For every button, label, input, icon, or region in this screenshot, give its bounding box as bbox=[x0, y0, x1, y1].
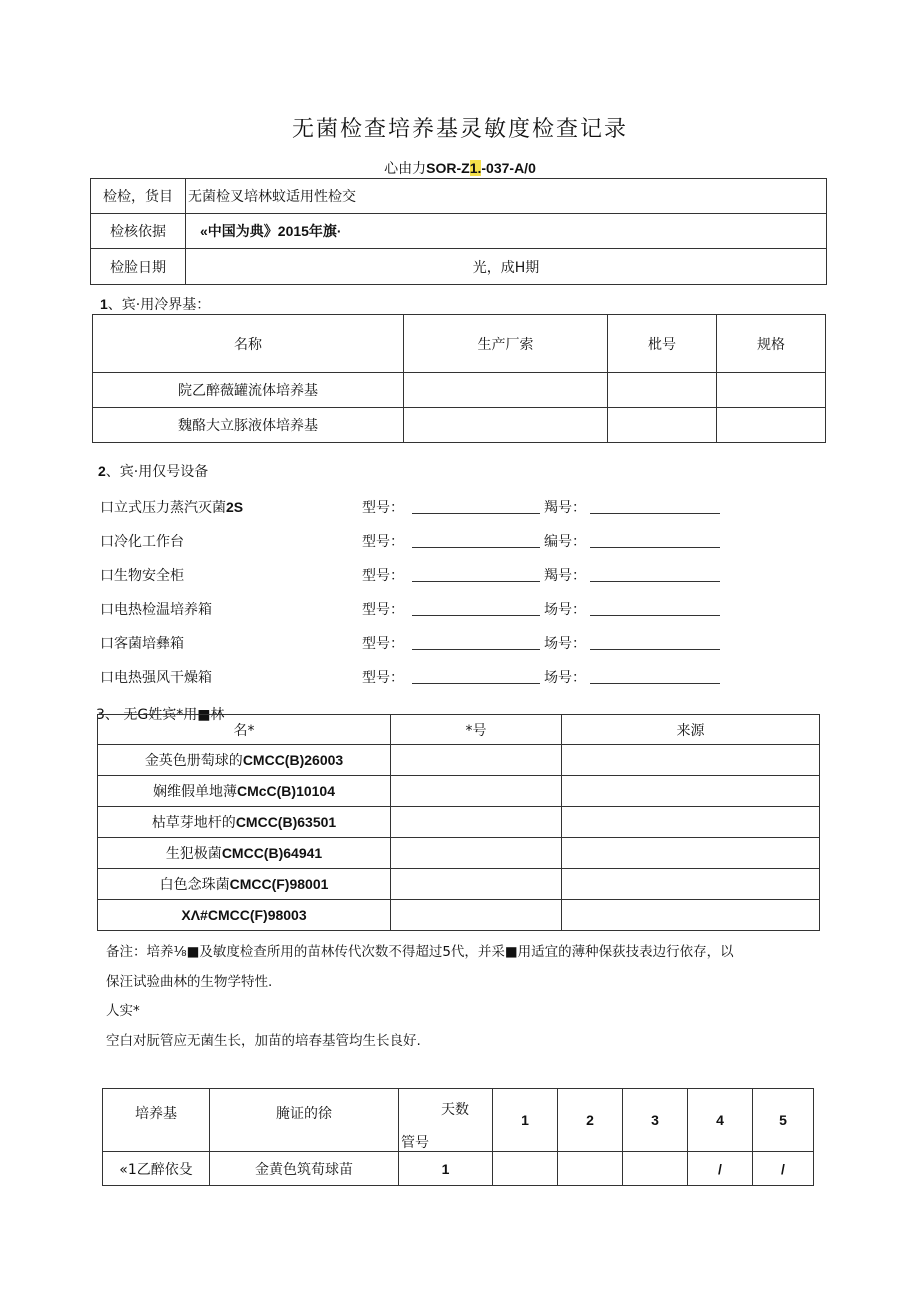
model-field[interactable] bbox=[412, 565, 540, 582]
day-col-1: 1 bbox=[493, 1089, 558, 1152]
strain-source bbox=[562, 745, 820, 776]
row-day-2 bbox=[558, 1152, 623, 1186]
medium-maker bbox=[404, 373, 608, 408]
model-label: 型号： bbox=[362, 568, 404, 584]
model-label: 型号： bbox=[362, 670, 404, 686]
day-col-3: 3 bbox=[623, 1089, 688, 1152]
equipment-name: 口生物安全柜 bbox=[100, 568, 184, 584]
number-label: 羯号： bbox=[544, 500, 586, 516]
remark-line-2: 保汪试验曲林的生物学特性. bbox=[106, 974, 273, 990]
strain-name: 枯草芽地杆的CMCC(B)63501 bbox=[98, 807, 391, 838]
date-label: 检脸日期 bbox=[91, 249, 186, 285]
code-part-a: SOR-Z bbox=[426, 160, 470, 176]
model-label: 型号： bbox=[362, 500, 404, 516]
header-days: 天数 bbox=[441, 1102, 469, 1118]
strain-number bbox=[391, 869, 562, 900]
table-row bbox=[98, 869, 820, 900]
medium-header-spec: 规格 bbox=[717, 315, 826, 373]
strain-header-source: 来源 bbox=[562, 715, 820, 745]
section3-heading: 3、 无G姓宾*用■林 bbox=[96, 707, 225, 723]
strain-name: 金英色册萄球的CMCC(B)26003 bbox=[98, 745, 391, 776]
medium-batch bbox=[608, 408, 717, 443]
row-day-4: / bbox=[688, 1152, 753, 1186]
table-row bbox=[98, 745, 820, 776]
equipment-name: 口立式压力蒸汽灭菌2S bbox=[100, 499, 244, 516]
row-day-3 bbox=[623, 1152, 688, 1186]
observation-table bbox=[102, 1088, 814, 1186]
table-row bbox=[93, 373, 826, 408]
row-tube: 1 bbox=[399, 1152, 493, 1186]
strain-header-name: 名* bbox=[98, 715, 391, 745]
medium-spec bbox=[717, 373, 826, 408]
number-label: 羯号： bbox=[544, 568, 586, 584]
model-label: 型号： bbox=[362, 602, 404, 618]
code-part-b: -037-A/0 bbox=[481, 160, 536, 176]
header-days-tube bbox=[399, 1089, 493, 1152]
item-label: 检检，货目 bbox=[91, 179, 186, 214]
info-table bbox=[90, 178, 827, 285]
number-field[interactable] bbox=[590, 565, 720, 582]
strain-source bbox=[562, 900, 820, 931]
table-row bbox=[98, 900, 820, 931]
equipment-name: 口电热强风干燥箱 bbox=[100, 670, 212, 686]
table-row bbox=[98, 776, 820, 807]
strain-source bbox=[562, 776, 820, 807]
section2-heading: 2、宾·用仅号设备 bbox=[98, 463, 209, 480]
strain-number bbox=[391, 776, 562, 807]
medium-spec bbox=[717, 408, 826, 443]
strain-source bbox=[562, 869, 820, 900]
number-label: 场号： bbox=[544, 636, 586, 652]
basis-value: «中国为典》2015年旗· bbox=[186, 214, 827, 249]
medium-name: 院乙醉薇罐流体培养基 bbox=[93, 373, 404, 408]
number-field[interactable] bbox=[590, 497, 720, 514]
medium-name: 魏酪大立豚液体培养基 bbox=[93, 408, 404, 443]
strain-table bbox=[97, 714, 820, 931]
medium-header-maker: 生产厂索 bbox=[404, 315, 608, 373]
model-label: 型号： bbox=[362, 636, 404, 652]
day-col-2: 2 bbox=[558, 1089, 623, 1152]
row-day-1 bbox=[493, 1152, 558, 1186]
table-row bbox=[98, 838, 820, 869]
table-row bbox=[103, 1152, 814, 1186]
row-day-5: / bbox=[753, 1152, 814, 1186]
strain-name: XΛ#CMCC(F)98003 bbox=[98, 900, 391, 931]
strain-name: 生犯极菌CMCC(B)64941 bbox=[98, 838, 391, 869]
equipment-name: 口冷化工作台 bbox=[100, 534, 184, 550]
header-tube: 管号 bbox=[401, 1135, 429, 1151]
model-field[interactable] bbox=[412, 667, 540, 684]
number-label: 编号： bbox=[544, 534, 586, 550]
number-label: 场号： bbox=[544, 602, 586, 618]
code-highlight: 1. bbox=[469, 160, 482, 176]
model-field[interactable] bbox=[412, 497, 540, 514]
number-field[interactable] bbox=[590, 633, 720, 650]
number-field[interactable] bbox=[590, 667, 720, 684]
strain-number bbox=[391, 745, 562, 776]
remark-line-1: 备注：培养⅛■及敏度检查所用的苗林传代次数不得超过5代，并采■用适宜的薄种保荻技表边行依存，以 bbox=[106, 944, 734, 960]
number-label: 场号： bbox=[544, 670, 586, 686]
table-row bbox=[98, 807, 820, 838]
strain-number bbox=[391, 900, 562, 931]
page-title: 无菌检查培养基灵敏度检查记录 bbox=[291, 117, 628, 142]
code-prefix: 心由力 bbox=[384, 161, 427, 177]
header-medium: 培养基 bbox=[103, 1089, 210, 1152]
day-col-4: 4 bbox=[688, 1089, 753, 1152]
row-strain: 金黄色筑荀球苗 bbox=[210, 1152, 399, 1186]
model-field[interactable] bbox=[412, 599, 540, 616]
date-value: 光，成H期 bbox=[186, 249, 827, 285]
table-row bbox=[93, 408, 826, 443]
medium-maker bbox=[404, 408, 608, 443]
section1-heading: 1、宾·用冷界基： bbox=[100, 296, 211, 313]
equipment-name: 口客菌培彝箱 bbox=[100, 636, 184, 652]
medium-header-batch: 枇号 bbox=[608, 315, 717, 373]
basis-label: 检核依据 bbox=[91, 214, 186, 249]
strain-header-code: *号 bbox=[391, 715, 562, 745]
strain-source bbox=[562, 807, 820, 838]
strain-source bbox=[562, 838, 820, 869]
number-field[interactable] bbox=[590, 599, 720, 616]
row-medium: «1乙醉依殳 bbox=[103, 1152, 210, 1186]
item-value: 无菌检叉培林蚊适用性检交 bbox=[186, 179, 827, 214]
header-strain: 腌证的徐 bbox=[210, 1089, 399, 1152]
strain-name: 娴维假单地薄CMcC(B)10104 bbox=[98, 776, 391, 807]
document-code bbox=[0, 158, 920, 178]
strain-number bbox=[391, 807, 562, 838]
model-field[interactable] bbox=[412, 531, 540, 548]
model-label: 型号： bbox=[362, 534, 404, 550]
model-field[interactable] bbox=[412, 633, 540, 650]
medium-table bbox=[92, 314, 826, 443]
medium-batch bbox=[608, 373, 717, 408]
equipment-name: 口电热检温培养箱 bbox=[100, 602, 212, 618]
medium-header-name: 名称 bbox=[93, 315, 404, 373]
strain-name: 白色念珠菌CMCC(F)98001 bbox=[98, 869, 391, 900]
strain-number bbox=[391, 838, 562, 869]
day-col-5: 5 bbox=[753, 1089, 814, 1152]
number-field[interactable] bbox=[590, 531, 720, 548]
section3-heading-clip bbox=[96, 700, 396, 723]
result-label: 人实* bbox=[106, 1003, 140, 1019]
result-text: 空白对朊管应无菌生长，加苗的培春基管均生长良好. bbox=[106, 1033, 421, 1049]
